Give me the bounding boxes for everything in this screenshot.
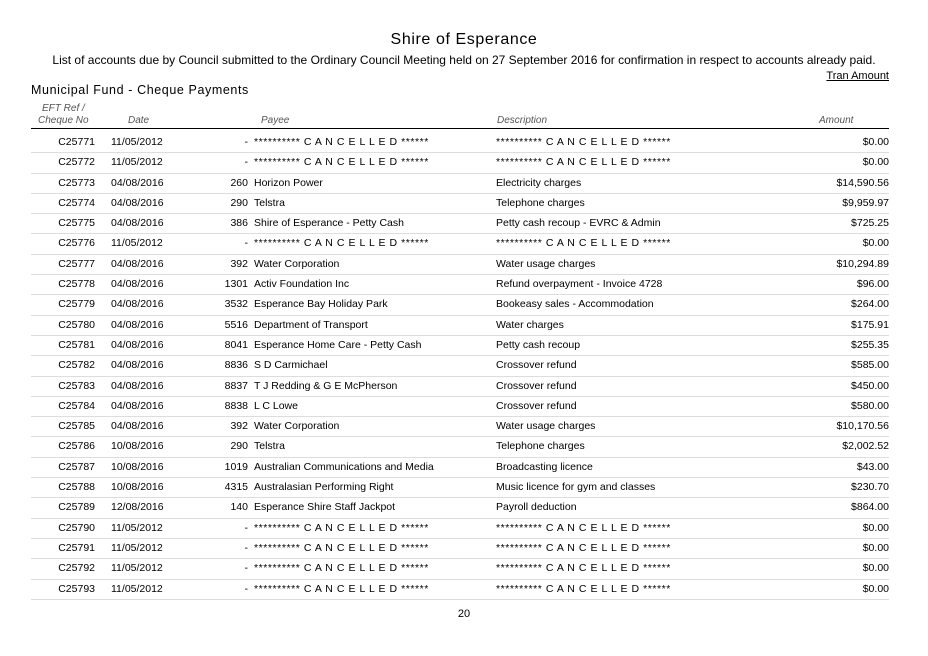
payee-code: 392 bbox=[230, 257, 248, 270]
payment-amount: $264.00 bbox=[851, 298, 889, 311]
payment-amount: $96.00 bbox=[856, 278, 889, 291]
payee-code: 3532 bbox=[224, 298, 248, 311]
payment-date: 11/05/2012 bbox=[111, 541, 163, 554]
table-row bbox=[0, 580, 928, 600]
cheque-number: C25790 bbox=[58, 521, 95, 534]
table-row bbox=[0, 478, 928, 498]
payment-amount: $0.00 bbox=[862, 541, 889, 554]
payee-name: Activ Foundation Inc bbox=[254, 278, 350, 291]
payee-code: 5516 bbox=[224, 318, 248, 331]
page-title: Shire of Esperance bbox=[390, 31, 538, 48]
table-row bbox=[0, 458, 928, 478]
table-row bbox=[0, 295, 928, 315]
payment-description: Crossover refund bbox=[496, 379, 577, 392]
payment-date: 04/08/2016 bbox=[111, 338, 164, 351]
payee-code: - bbox=[244, 562, 248, 575]
payee-name: Australian Communications and Media bbox=[254, 460, 434, 473]
payment-date: 11/05/2012 bbox=[111, 156, 163, 169]
payee-code: 8836 bbox=[224, 359, 248, 372]
payment-description: Broadcasting licence bbox=[496, 460, 593, 473]
payee-name: Esperance Bay Holiday Park bbox=[254, 298, 388, 311]
payment-description: ********** C A N C E L L E D ****** bbox=[496, 136, 671, 148]
payment-description: Telephone charges bbox=[496, 196, 585, 209]
payee-name: ********** C A N C E L L E D ****** bbox=[254, 582, 429, 595]
table-row bbox=[0, 194, 928, 214]
cheque-number: C25792 bbox=[58, 562, 95, 575]
payment-description: Petty cash recoup bbox=[496, 338, 581, 351]
payment-amount: $2,002.52 bbox=[842, 440, 889, 453]
payee-code: 290 bbox=[230, 196, 248, 209]
payee-code: 8837 bbox=[224, 379, 248, 392]
payment-description: Water usage charges bbox=[496, 257, 596, 270]
cheque-number: C25786 bbox=[58, 440, 95, 453]
cheque-number: C25780 bbox=[58, 318, 95, 331]
table-row bbox=[0, 214, 928, 234]
payment-amount: $0.00 bbox=[862, 136, 889, 148]
cheque-number: C25789 bbox=[58, 501, 95, 514]
table-row bbox=[0, 377, 928, 397]
payee-name: T J Redding & G E McPherson bbox=[254, 379, 398, 392]
payee-name: L C Lowe bbox=[254, 399, 298, 412]
table-row bbox=[0, 174, 928, 194]
payment-date: 11/05/2012 bbox=[111, 562, 163, 575]
col-header-date: Date bbox=[128, 115, 150, 126]
payment-date: 04/08/2016 bbox=[111, 278, 164, 291]
payments-table bbox=[0, 133, 928, 600]
payee-code: - bbox=[244, 156, 248, 169]
cheque-number: C25777 bbox=[58, 257, 95, 270]
cheque-number: C25776 bbox=[58, 237, 95, 250]
table-row bbox=[0, 255, 928, 275]
payee-code: 4315 bbox=[224, 481, 248, 494]
payee-name: Australasian Performing Right bbox=[254, 481, 394, 494]
payment-description: Telephone charges bbox=[496, 440, 585, 453]
payee-name: Esperance Home Care - Petty Cash bbox=[254, 338, 422, 351]
payment-description: ********** C A N C E L L E D ****** bbox=[496, 562, 671, 575]
payee-name: Telstra bbox=[254, 440, 285, 453]
payment-date: 04/08/2016 bbox=[111, 196, 164, 209]
payment-description: ********** C A N C E L L E D ****** bbox=[496, 521, 671, 534]
table-row bbox=[0, 519, 928, 539]
table-row bbox=[0, 316, 928, 336]
payment-amount: $0.00 bbox=[862, 156, 889, 169]
payment-amount: $580.00 bbox=[851, 399, 889, 412]
cheque-number: C25787 bbox=[58, 460, 95, 473]
table-row bbox=[0, 559, 928, 579]
payee-code: - bbox=[244, 582, 248, 595]
col-header-eft-ref: EFT Ref / bbox=[42, 103, 85, 114]
page-number: 20 bbox=[457, 608, 471, 620]
payment-amount: $450.00 bbox=[851, 379, 889, 392]
payment-amount: $43.00 bbox=[856, 460, 889, 473]
payee-name: Telstra bbox=[254, 196, 285, 209]
payment-amount: $255.35 bbox=[851, 338, 889, 351]
payee-name: Water Corporation bbox=[254, 420, 340, 433]
payment-amount: $0.00 bbox=[862, 562, 889, 575]
payee-code: - bbox=[244, 521, 248, 534]
payment-date: 10/08/2016 bbox=[111, 460, 164, 473]
cheque-number: C25778 bbox=[58, 278, 95, 291]
payment-description: ********** C A N C E L L E D ****** bbox=[496, 237, 671, 250]
cheque-number: C25774 bbox=[58, 196, 95, 209]
payee-code: 1019 bbox=[224, 460, 248, 473]
payee-name: Esperance Shire Staff Jackpot bbox=[254, 501, 396, 514]
payment-date: 04/08/2016 bbox=[111, 399, 164, 412]
payment-amount: $864.00 bbox=[851, 501, 889, 514]
payment-description: Petty cash recoup - EVRC & Admin bbox=[496, 217, 661, 230]
table-row bbox=[0, 417, 928, 437]
table-row bbox=[0, 336, 928, 356]
cheque-number: C25772 bbox=[58, 156, 95, 169]
payment-date: 04/08/2016 bbox=[111, 176, 164, 189]
table-row bbox=[0, 498, 928, 518]
payment-date: 04/08/2016 bbox=[111, 359, 164, 372]
payment-amount: $9,959.97 bbox=[842, 196, 889, 209]
payment-date: 11/05/2012 bbox=[111, 136, 163, 148]
payment-date: 04/08/2016 bbox=[111, 257, 164, 270]
payee-code: - bbox=[244, 541, 248, 554]
payment-description: Bookeasy sales - Accommodation bbox=[496, 298, 654, 311]
payment-date: 04/08/2016 bbox=[111, 298, 164, 311]
payment-description: Crossover refund bbox=[496, 359, 577, 372]
payee-name: ********** C A N C E L L E D ****** bbox=[254, 136, 429, 148]
payment-amount: $725.25 bbox=[851, 217, 889, 230]
payment-date: 04/08/2016 bbox=[111, 379, 164, 392]
tran-amount-label: Tran Amount bbox=[826, 70, 889, 82]
cheque-number: C25793 bbox=[58, 582, 95, 595]
payment-date: 11/05/2012 bbox=[111, 237, 163, 250]
payee-code: 386 bbox=[230, 217, 248, 230]
payee-name: Department of Transport bbox=[254, 318, 368, 331]
payment-amount: $585.00 bbox=[851, 359, 889, 372]
payment-date: 12/08/2016 bbox=[111, 501, 164, 514]
payee-name: ********** C A N C E L L E D ****** bbox=[254, 521, 429, 534]
payment-amount: $0.00 bbox=[862, 582, 889, 595]
cheque-number: C25771 bbox=[58, 136, 95, 148]
payment-amount: $14,590.56 bbox=[836, 176, 889, 189]
payment-description: Payroll deduction bbox=[496, 501, 577, 514]
payment-description: Refund overpayment - Invoice 4728 bbox=[496, 278, 663, 291]
payee-code: 260 bbox=[230, 176, 248, 189]
payment-date: 04/08/2016 bbox=[111, 420, 164, 433]
col-header-cheque-no: Cheque No bbox=[38, 115, 89, 126]
payment-amount: $175.91 bbox=[851, 318, 889, 331]
header-divider bbox=[31, 128, 889, 129]
cheque-number: C25783 bbox=[58, 379, 95, 392]
payment-amount: $0.00 bbox=[862, 521, 889, 534]
payment-amount: $10,170.56 bbox=[836, 420, 889, 433]
payment-date: 10/08/2016 bbox=[111, 481, 164, 494]
payee-code: 1301 bbox=[224, 278, 248, 291]
cheque-number: C25781 bbox=[58, 338, 95, 351]
payee-name: Water Corporation bbox=[254, 257, 340, 270]
payee-name: ********** C A N C E L L E D ****** bbox=[254, 541, 429, 554]
table-row bbox=[0, 234, 928, 254]
cheque-number: C25782 bbox=[58, 359, 95, 372]
payment-amount: $10,294.89 bbox=[836, 257, 889, 270]
cheque-number: C25779 bbox=[58, 298, 95, 311]
cheque-number: C25791 bbox=[58, 541, 95, 554]
payee-name: ********** C A N C E L L E D ****** bbox=[254, 237, 429, 250]
payment-description: Crossover refund bbox=[496, 399, 577, 412]
payment-date: 10/08/2016 bbox=[111, 440, 164, 453]
payment-description: ********** C A N C E L L E D ****** bbox=[496, 582, 671, 595]
payee-name: ********** C A N C E L L E D ****** bbox=[254, 562, 429, 575]
payment-description: Electricity charges bbox=[496, 176, 582, 189]
payee-code: 8041 bbox=[224, 338, 248, 351]
payee-code: 8838 bbox=[224, 399, 248, 412]
payment-amount: $0.00 bbox=[862, 237, 889, 250]
payment-amount: $230.70 bbox=[851, 481, 889, 494]
payee-code: 290 bbox=[230, 440, 248, 453]
table-row bbox=[0, 397, 928, 417]
payee-name: ********** C A N C E L L E D ****** bbox=[254, 156, 429, 169]
table-row bbox=[0, 437, 928, 457]
report-subtitle: List of accounts due by Council submitted to the Ordinary Council Meeting held on 27 September 2016 for confirmation in respect to accounts already paid. bbox=[52, 53, 876, 67]
table-row bbox=[0, 356, 928, 376]
payee-name: Horizon Power bbox=[254, 176, 323, 189]
cheque-number: C25773 bbox=[58, 176, 95, 189]
table-row bbox=[0, 153, 928, 173]
section-heading: Municipal Fund - Cheque Payments bbox=[31, 83, 249, 97]
payment-description: Water usage charges bbox=[496, 420, 596, 433]
payee-code: - bbox=[244, 237, 248, 250]
col-header-amount: Amount bbox=[819, 115, 854, 126]
payment-date: 04/08/2016 bbox=[111, 217, 164, 230]
payee-code: 140 bbox=[230, 501, 248, 514]
payment-date: 04/08/2016 bbox=[111, 318, 164, 331]
payment-description: Music licence for gym and classes bbox=[496, 481, 656, 494]
payment-description: Water charges bbox=[496, 318, 564, 331]
payment-description: ********** C A N C E L L E D ****** bbox=[496, 541, 671, 554]
cheque-number: C25785 bbox=[58, 420, 95, 433]
payment-date: 11/05/2012 bbox=[111, 582, 163, 595]
payee-name: Shire of Esperance - Petty Cash bbox=[254, 217, 404, 230]
col-header-payee: Payee bbox=[261, 115, 290, 126]
payment-date: 11/05/2012 bbox=[111, 521, 163, 534]
cheque-number: C25784 bbox=[58, 399, 95, 412]
table-row bbox=[0, 539, 928, 559]
cheque-number: C25775 bbox=[58, 217, 95, 230]
row-divider bbox=[31, 599, 889, 600]
payee-name: S D Carmichael bbox=[254, 359, 328, 372]
col-header-description: Description bbox=[497, 115, 548, 126]
table-row bbox=[0, 275, 928, 295]
cheque-number: C25788 bbox=[58, 481, 95, 494]
payee-code: - bbox=[244, 136, 248, 148]
payee-code: 392 bbox=[230, 420, 248, 433]
table-row bbox=[0, 133, 928, 153]
payment-description: ********** C A N C E L L E D ****** bbox=[496, 156, 671, 169]
